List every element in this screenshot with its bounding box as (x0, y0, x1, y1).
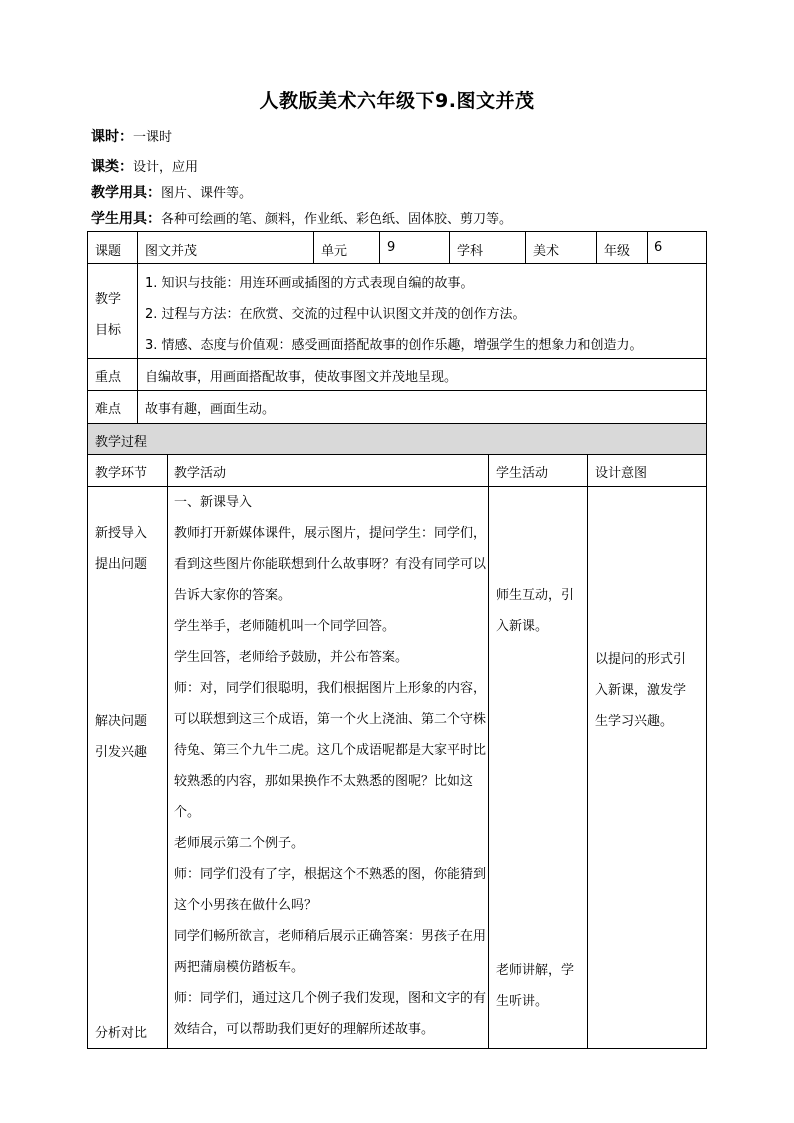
activity-paragraph: 师：对，同学们很聪明，我们根据图片上形象的内容，可以联想到这三个成语，第一个火上浇油、第二个守株待兔、第三个九牛二虎。这几个成语呢都是大家平时比较熟悉的内容，那如果换作不太熟悉的图呢？比如这个。 (174, 681, 487, 820)
goals-label-line-1: 教学 (95, 292, 122, 307)
header-activity: 教学活动 (174, 466, 227, 481)
header-student-activity: 学生活动 (496, 466, 549, 481)
activity-paragraph: 学生回答，老师给予鼓励，并公布答案。 (174, 650, 409, 665)
goal-item: 1. 知识与技能：用连环画或插图的方式表现自编的故事。 (145, 276, 474, 291)
activity-paragraph: 师：同学们没有了字，根据这个不熟悉的图，你能猜到这个小男孩在做什么吗？ (174, 867, 487, 913)
student-line: 师生互动，引 (496, 588, 575, 603)
goal-item: 3. 情感、态度与价值观：感受画面搭配故事的创作乐趣，增强学生的想象力和创造力。 (145, 338, 643, 353)
row-divider (87, 358, 707, 359)
header-design-intent: 设计意图 (595, 466, 648, 481)
section-header-background (88, 423, 706, 454)
row-divider (87, 454, 707, 455)
column-divider (379, 231, 380, 263)
meta-lesson-hours (91, 126, 172, 146)
column-divider (137, 231, 138, 423)
activity-paragraph: 同学们畅所欲言，老师稍后展示正确答案：男孩子在用两把蒲扇模仿踏板车。 (174, 929, 487, 975)
column-divider (647, 231, 648, 263)
meta-lesson-type (91, 156, 198, 176)
column-divider (488, 454, 489, 1049)
key-points-label: 重点 (95, 370, 122, 385)
design-line: 生学习兴趣。 (595, 714, 674, 729)
meta-label: 学生用具： (91, 211, 161, 227)
row-divider (87, 423, 707, 424)
grade-value: 6 (654, 240, 663, 255)
course-value: 图文并茂 (145, 244, 198, 259)
stage-line: 新授导入 (95, 526, 148, 541)
student-line: 生听讲。 (496, 994, 549, 1009)
design-intent (595, 644, 686, 737)
meta-label: 课时： (91, 129, 133, 145)
subject-label: 学科 (457, 244, 484, 259)
student-line: 入新课。 (496, 619, 549, 634)
column-divider (587, 454, 588, 1049)
activity-paragraph: 一、新课导入 (174, 495, 253, 510)
stage-line: 引发兴趣 (95, 745, 148, 760)
grade-label: 年级 (604, 244, 631, 259)
process-section-title: 教学过程 (95, 435, 148, 450)
meta-value: 各种可绘画的笔、颜料，作业纸、彩色纸、固体胶、剪刀等。 (161, 212, 513, 227)
design-line: 入新课，激发学 (595, 683, 687, 698)
activity-text (174, 487, 486, 1045)
stage-analysis: 分析对比 (95, 1026, 148, 1041)
difficulty-value: 故事有趣，画面生动。 (145, 402, 276, 417)
meta-value: 设计，应用 (133, 160, 199, 175)
student-line: 老师讲解，学 (496, 963, 575, 978)
student-activity-1 (496, 580, 574, 642)
document-title: 人教版美术六年级下9.图文并茂 (259, 90, 535, 112)
key-points-value: 自编故事，用画面搭配故事，使故事图文并茂地呈现。 (145, 370, 458, 385)
meta-value: 图片、课件等。 (161, 186, 253, 201)
column-divider (313, 231, 314, 263)
subject-value: 美术 (533, 244, 560, 259)
course-label: 课题 (95, 244, 122, 259)
column-divider (449, 231, 450, 263)
stage-introduction (95, 518, 147, 580)
student-activity-2 (496, 955, 574, 1017)
meta-student-tools (91, 208, 512, 228)
stage-line: 解决问题 (95, 714, 148, 729)
design-line: 以提问的形式引 (595, 652, 687, 667)
stage-problem-solving (95, 706, 147, 768)
unit-label: 单元 (321, 244, 348, 259)
meta-teaching-tools (91, 182, 252, 202)
meta-label: 课类： (91, 159, 133, 175)
column-divider (525, 231, 526, 263)
goal-item: 2. 过程与方法：在欣赏、交流的过程中认识图文并茂的创作方法。 (145, 307, 526, 322)
activity-paragraph: 教师打开新媒体课件，展示图片，提问学生：同学们，看到这些图片你能联想到什么故事呀？有没有同学可以告诉大家你的答案。 (174, 526, 487, 603)
meta-value: 一课时 (133, 130, 173, 145)
difficulty-label: 难点 (95, 402, 122, 417)
column-divider (167, 454, 168, 1049)
goals-label-line-2: 目标 (95, 323, 122, 338)
row-divider (87, 390, 707, 391)
row-divider (87, 263, 707, 264)
activity-paragraph: 学生举手，老师随机叫一个同学回答。 (174, 619, 396, 634)
column-divider (596, 231, 597, 263)
activity-paragraph: 老师展示第二个例子。 (174, 836, 305, 851)
meta-label: 教学用具： (91, 185, 161, 201)
activity-paragraph: 师：同学们，通过这几个例子我们发现，图和文字的有效结合，可以帮助我们更好的理解所述故事。 (174, 991, 487, 1037)
unit-value: 9 (387, 240, 396, 255)
header-stage: 教学环节 (95, 466, 148, 481)
stage-line: 提出问题 (95, 557, 148, 572)
